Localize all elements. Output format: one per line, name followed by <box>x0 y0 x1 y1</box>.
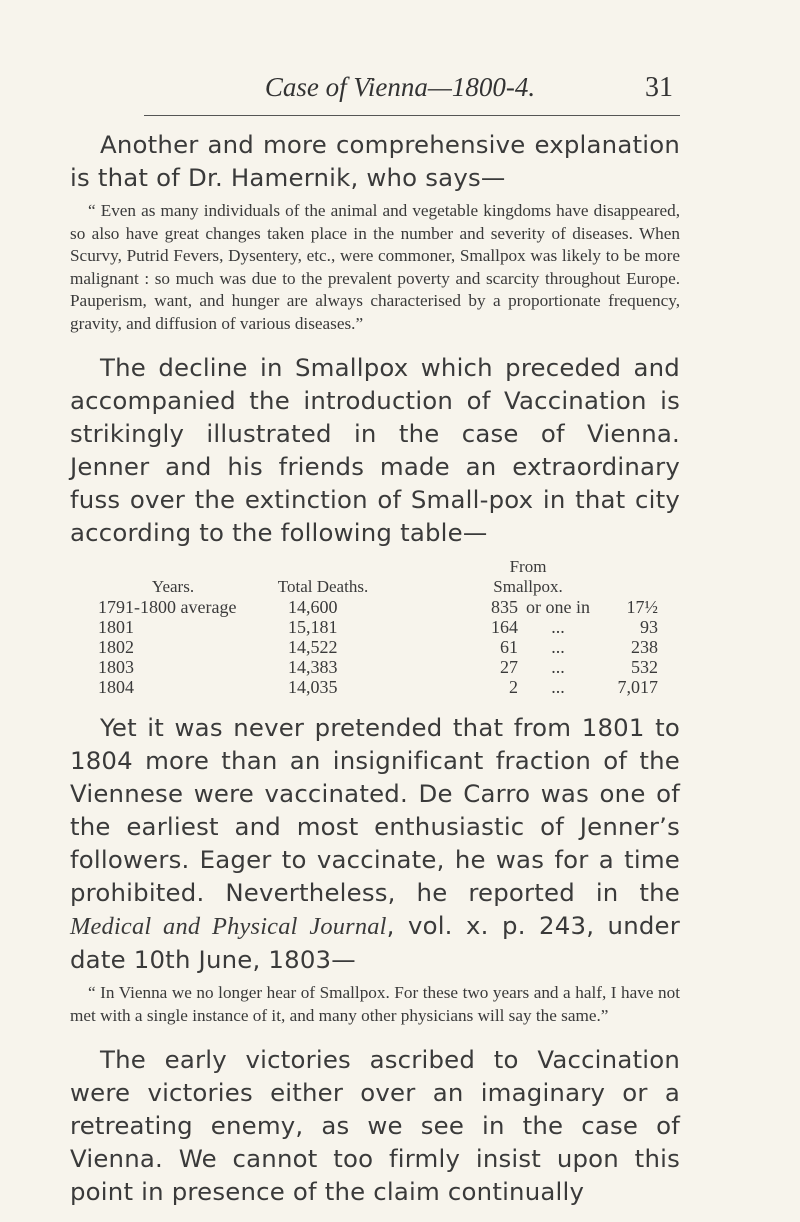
header-total-deaths: Total Deaths. <box>277 577 369 596</box>
cell-dots <box>248 597 288 617</box>
quote-de-carro: “ In Vienna we no longer hear of Smallpox. For these two years and a half, I have not met with a single instance of it, and many other physicians will say the same.” <box>70 983 680 1025</box>
table-row <box>98 657 658 677</box>
table-header-row-1 <box>98 557 658 577</box>
cell-smallpox: 164 <box>491 617 518 637</box>
table-header-row-2 <box>98 577 658 597</box>
paragraph-de-carro <box>70 711 680 976</box>
cell-ratio: 7,017 <box>617 677 658 697</box>
paragraph-de-carro-text-a: Yet it was never pretended that from 1801 to 1804 more than an insignificant fraction of the Viennese were vaccinated. De Carro was one of the earliest and most enthusiastic of Jenner’s followers. Eager to vaccinate, he was for a time prohibited. Nevertheless, he reported in the <box>70 713 680 907</box>
cell-smallpox: 27 <box>500 657 518 677</box>
cell-or-one-in: ... <box>551 617 565 637</box>
cell-total-deaths: 15,181 <box>288 617 338 637</box>
vienna-table <box>98 557 658 697</box>
header-rule <box>144 115 680 116</box>
table-row <box>98 637 658 657</box>
cell-or-one-in: ... <box>551 657 565 677</box>
cell-smallpox: 61 <box>500 637 518 657</box>
cell-dots <box>248 637 288 657</box>
cell-dots <box>248 617 288 637</box>
cell-total-deaths: 14,383 <box>288 657 338 677</box>
cell-dots <box>248 657 288 677</box>
cell-total-deaths: 14,035 <box>288 677 338 697</box>
quote-hamernik: “ Even as many individuals of the animal and vegetable kingdoms have disappeared, so also have great changes taken place in the number and severity of diseases. When Scurvy, Putrid Fevers, Dysentery, etc., were commoner, Smallpox was likely to be more malignant : so much was due to the prevalent poverty and scarcity throughout Europe. Pauperism, want, and hunger are always characterised by a proportionate frequency, gravity, and diffusion of various diseases.” <box>70 201 680 333</box>
cell-ratio: 93 <box>640 617 658 637</box>
cell-total-deaths: 14,600 <box>288 597 338 617</box>
cell-ratio: 17½ <box>626 597 658 617</box>
cell-year: 1801 <box>98 617 134 637</box>
paragraph-de-carro-text-b: , vol. x. p. 243, under date 10th June, 1803— <box>70 911 680 974</box>
paragraph-intro: Another and more comprehensive explanation is that of Dr. Hamernik, who says— <box>70 130 680 192</box>
journal-title: Medical and Physical Journal <box>70 913 387 940</box>
table-row <box>98 617 658 637</box>
table-row <box>98 677 658 697</box>
header-years: Years. <box>151 577 195 596</box>
cell-dots <box>248 677 288 697</box>
cell-smallpox: 835 <box>491 597 518 617</box>
cell-or-one-in: ... <box>551 637 565 657</box>
paragraph-victories: The early victories ascribed to Vaccination were victories either over an imaginary or a retreating enemy, as we see in the case of Vienna. We cannot too firmly insist upon this point in presence of the claim continually <box>70 1045 680 1206</box>
cell-smallpox: 2 <box>509 677 518 697</box>
page-body <box>70 128 680 1208</box>
cell-year: 1791-1800 average <box>98 597 237 617</box>
header-title: Case of Vienna—1800-4. <box>264 72 536 102</box>
header-smallpox: Smallpox. <box>493 577 563 596</box>
header-from: From <box>509 557 547 576</box>
cell-year: 1804 <box>98 677 134 697</box>
cell-total-deaths: 14,522 <box>288 637 338 657</box>
paragraph-decline: The decline in Smallpox which preceded and accompanied the introduction of Vaccination is strikingly illustrated in the case of Vienna. Jenner and his friends made an extraordinary fuss over the extinction of Small-pox in that city according to the following table— <box>70 353 680 547</box>
page-number: 31 <box>645 72 673 103</box>
cell-or-one-in: ... <box>551 677 565 697</box>
running-header <box>0 72 800 112</box>
cell-or-one-in: or one in <box>526 597 590 617</box>
cell-year: 1802 <box>98 637 134 657</box>
table-body <box>98 597 658 697</box>
table-row <box>98 597 658 617</box>
cell-ratio: 238 <box>631 637 658 657</box>
cell-ratio: 532 <box>631 657 658 677</box>
cell-year: 1803 <box>98 657 134 677</box>
